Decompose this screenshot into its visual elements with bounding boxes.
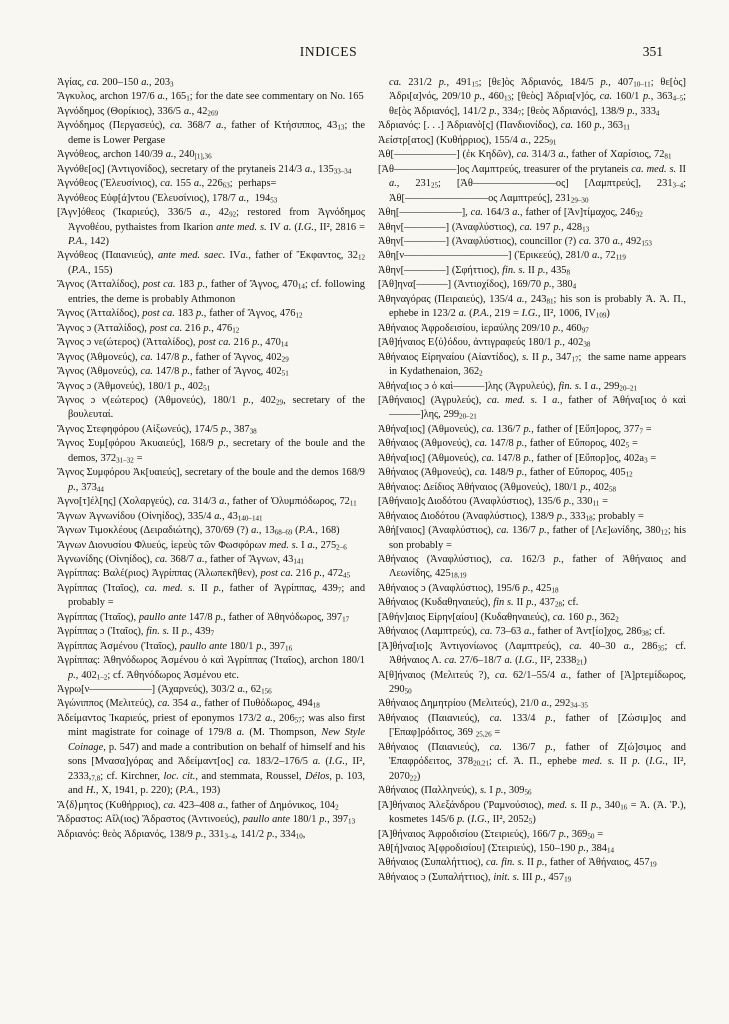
column-left (57, 76, 365, 994)
index-entry: Ἄγνος ɔ (Ἀτταλίδος), post ca. 216 p., $476_{12}$ (57, 322, 240, 335)
index-entry: Ἄγνος Στεφηφόρου (Αἰξωνεύς), 174/5 p., $387_{38}$ (57, 423, 257, 436)
index-entry: Ἀθην[————] (Ἀναφλύστιος), councillor (?) ca. 370 a., $492_{153}$ (378, 235, 652, 248)
index-entry: Ἀθήναιος Εἰρηναίου (Αἰαντίδος), s. II p., $347_{17}$; the same name appears in Kydathenaion, $362_2$ (378, 351, 686, 378)
index-entry: Ἀθήναιος (Ἀναφλύστιος), ca. 162/3 p., father of Ἀθήναιος and Λεωνίδης, $425_{18,19}$ (378, 553, 686, 580)
index-entry: Ἄγνος ɔ (Ἀθμονεύς), 180/1 p., $402_{51}$ (57, 380, 211, 393)
index-entry: Ἁγνόθε[ος] (Ἀντιγονίδος), secretary of the prytaneis 214/3 a., $135_{33-34}$ (57, 163, 352, 176)
index-entry: Ἄγνος ɔ νε(ώτερος) (Ἀτταλίδος), post ca. 216 p., $470_{14}$ (57, 337, 288, 349)
index-entry: Ἀθήναιος (Κυδαθηναιεύς), fin s. II p., $437_{28}$; cf. (378, 597, 579, 609)
index-entry: Ἀγρίππας (Ἰταῖος), ca. med. s. II p., father of Ἀγρίππας, $439_7$; and probably = (57, 582, 365, 609)
index-entry: Ἀθην[————] (Σφήττιος), fin. s. II p., $435_8$ (378, 264, 570, 277)
index-entry: Ἄδραστος: Αἴλ(ιος) Ἄδραστος (Ἀντινοεύς), paullo ante 180/1 p., $397_{13}$ (57, 814, 356, 826)
index-entry: Ἀγρίππας ɔ (Ἰταῖος), fin. s. II p., $439_7$ (57, 626, 215, 638)
index-entry: [Ἀ]θήναιος Ἀφροδισίου (Στειριεύς), 166/7 p., $369_{50}$ = (378, 828, 604, 841)
index-entry: [Ἀθήναιο]ς Διοδότου (Ἀναφλύστιος), 135/6 p., $330_{11}$ = (378, 496, 608, 508)
index-entry: Ἀθ[ή]ναιος Ἀ[φροδισίου] (Στειριεύς), 150–190 p., $384_{14}$ (378, 843, 615, 855)
index-entry: [Ἀθήναιος] (Ἀγρυλεύς), ca. med. s. I a., father of Ἀθήνα[ιος ὁ καὶ———]λης, $299_{20-21}$ (378, 394, 686, 421)
index-entry: Ἁγνόδημος (Θορίκιος), 336/5 a., $42_{269}$ (57, 105, 218, 118)
index-entry: Ἀθήναιος (Ἀθμονεύς), ca. 147/8 p., father of Εὔπορος, $402_5$ = (378, 438, 638, 450)
index-entry: Ἁγνόδημος (Περγασεύς), ca. 368/7 a., father of Κτήσιππος, $43_{13}$; the deme is Lower Pergase (57, 120, 365, 146)
index-columns (57, 76, 686, 994)
index-entry: Ἀθήναιος ɔ (Συπαλήττιος), init. s. III p., $457_{19}$ (378, 871, 572, 884)
column-right (378, 76, 686, 994)
index-entry: [Ἀθ——————]ος Λαμπτρεύς, treasurer of the prytaneis ca. med. s. II a., $231_{25}$; [Ἀθ————————ος] [Λαμπτρεύς], $231_{3-4}$; Ἀθ[————————ος Λαμπτρεύς], $231_{29-30}$ (378, 163, 686, 205)
index-entry: Ἄγνος Συμ[φόρου Ἀκυαιεύς], 168/9 p., secretary of the boule and the demos, $372_{31-32}$ = (57, 438, 365, 465)
index-entry: Ἄγνος (Ἀθμονεύς), ca. 147/8 p., father of Ἄγνος, $402_{29}$ (57, 351, 289, 364)
index-entry: [Ἀθ]ηνα[———] (Ἀντιοχίδος), 169/70 p., $380_4$ (378, 279, 577, 291)
index-entry: Ἀθήναιος (Ἀθμονεύς), ca. 148/9 p., father of Εὔπορος, $405_{12}$ (378, 467, 633, 479)
page-number: 351 (642, 44, 663, 59)
index-entry: Ἁγνωνίδης (Οἰνηίδος), ca. 368/7 a., father of Ἄγνων, $43_{141}$ (57, 553, 304, 566)
index-entry: Ἀθήναιος (Συπαλήττιος), ca. fin. s. II p., father of Ἀθήναιος, $457_{19}$ (378, 857, 657, 870)
index-entry: Ἀθηναγόρας (Πειραιεύς), 135/4 a., $243_{81}$; his son is probably Ἀ. Ἀ. Π., ephebe in 123/2 a. (P.A., 219 = I.G., II², 1006, $IV_{109}$) (378, 293, 686, 320)
index-entry: Ἀθήνα[ιος ɔ ὁ καὶ———]λης (Ἀγρυλεύς), fin. s. I a., $299_{20-21}$ (378, 380, 638, 393)
index-entry: Ἀθήναιος ɔ (Ἀναφλύστιος), 195/6 p., $425_{18}$ (378, 582, 559, 595)
running-head (57, 44, 686, 62)
index-entry: Ἀγρίππας: Βαλέ(ριος) Ἀγρίππας (Ἀλωπεκῆθεν), post ca. 216 p., $472_{45}$ (57, 568, 351, 580)
index-entry: [Ἀ]θήναιος Ἀλεξάνδρου (Ῥαμνούσιος), med. s. II p., $340_{16}$ = Ἀ. (Ἀ. Ῥ.), kosmetes 145/6 p. (I.G., II², $2052_5$) (378, 799, 686, 826)
index-entry: Ἀθην[————] (Ἀναφλύστιος), ca. 197 p., $428_{13}$ (378, 221, 590, 234)
index-entry: Ἀθήναιος (Παιανιεύς), ca. 136/7 p., father of Ζ[ώ]σιμος and Ἐπαφρόδειτος, $378_{20,21}$; cf. Ἀ. Π., ephebe med. s. II p. (I.G., II², $2070_{22}$) (378, 741, 686, 783)
index-entry: Ἁγνόθεος (Παιανιεύς), ante med. saec. IVa., father of Ἔκφαντος, $32_{12}$ (P.A., 155) (57, 250, 365, 276)
index-entry: Ἄ⟨δ⟩μητος (Κυθήρριος), ca. 423–408 a., father of Δημόνικος, $104_2$ (57, 799, 339, 812)
index-entry: Ἄγνος (Ἀτταλίδος), post ca. 183 p., father of Ἄγνος, $470_{14}$; cf. following entries, the deme is probably Athmonon (57, 279, 365, 305)
index-entry: Ἄγνος Συμφόρου Ἀκ[υαιεύς], secretary of the boule and the demos 168/9 p., $373_{44}$ (57, 467, 365, 494)
index-entry: Ἀθήναιος (Λαμπτρεύς), ca. 73–63 a., father of Ἀντ[ίο]χος, $286_{38}$; cf. (378, 626, 666, 638)
index-entry: ca. 231/2 p., $491_{15}$; [θε]ὸς Ἀδριανός, 184/5 p., $407_{10-11}$; θε[ὸς] Ἀδρι[α]νός, 209/10 p., $460_{13}$; [θεὸς] Ἀδρια[ν]ός, ca. 160/1 p., $363_{4-5}$; θε[ὸς Ἀδριανός], 141/2 p., $334_7$; [θεὸς Ἀδριανός], 138/9 p., $333_4$ (389, 77, 686, 118)
page-title: INDICES (299, 44, 358, 59)
index-entry: Ἀθήναιος Διοδότου (Ἀναφλύστιος), 138/9 p., $333_{18}$; probably = (378, 510, 644, 523)
index-entry: Ἀδριανός: θεὸς Ἀδριανός, 138/9 p., $331_{3-4}$, 141/2 p., $334_{10}$, (57, 828, 306, 841)
index-entry: Ἀγρίππας Ἀσμένου (Ἰταῖος), paullo ante 180/1 p., $397_{16}$ (57, 640, 293, 653)
index-entry: Ἁγνόθεος, archon 140/39 a., $240_{[1],36}$ (57, 149, 212, 161)
index-entry: Ἄγνος (Ἀτταλίδος), post ca. 183 p., father of Ἄγνος, $476_{12}$ (57, 308, 303, 320)
index-entry: Ἀθήναιος Ἀφροδεισίου, ἱεραύλης 209/10 p., $460_{97}$ (378, 322, 589, 335)
index-entry: Ἁγνόθεος Εὐφ[ά]ντου (Ἐλευσίνιος), 178/7 a., $194_{53}$ (57, 192, 278, 205)
index-entry: Ἀείστρ[ατος] (Κυθήρριος), 155/4 a., $225_{91}$ (378, 134, 557, 147)
index-entry: [Ἁγν]όθεος (Ἰκαριεύς), 336/5 a., $42_{92}$; restored from Ἁγνόδημος Ἁγνοθέου, pythaistes from Ikarion ante med. s. IV a. (I.G., II², 2816 = P.A., 142) (57, 207, 365, 247)
index-entry: Ἀθήναιος Δημητρίου (Μελιτεύς), 21/0 a., $292_{34-35}$ (378, 698, 588, 711)
index-entry: Ἀγώνιππος (Μελιτεύς), ca. 354 a., father of Πυθόδωρος, $494_{18}$ (57, 698, 320, 711)
index-entry: [Ἀ]θήνα[ιο]ς Ἀντιγονίωνος (Λαμπτρεύς), ca. 40–30 a., $286_{35}$; cf. Ἀθήναιος Λ. ca. 27/6–18/7 a. (I.G., II², $2338_{21}$) (378, 640, 686, 667)
index-entry: Ἀδριανός: [. . .] Ἀδριανὸ[ς] (Πανδιονίδος), ca. 160 p., $363_{11}$ (378, 120, 630, 132)
index-entry: Ἄγνος (Ἀθμονεύς), ca. 147/8 p., father of Ἄγνος, $402_{51}$ (57, 366, 289, 378)
index-entry: Ἀθήνα[ιος] (Ἀθμονεύς), ca. 136/7 p., father of [Εὔπ]ορος, $377_7$ = (378, 423, 652, 436)
index-entry: Ἀθ[——————] (ἐκ Κηδῶν), ca. 314/3 a., father of Χαρίσιος, $72_{81}$ (378, 149, 672, 161)
index-entry: Ἀθή[ναιος] (Ἀναφλύστιος), ca. 136/7 p., father of [Λε]ωνίδης, $380_{12}$; his son probably = (378, 525, 686, 551)
index-entry: Ἀθήναιος (Παιανιεύς), ca. 133/4 p., father of [Ζώσιμ]ος and [Ἐπαφ]ρόδιτος, 369 $_{25,26}$ = (378, 712, 686, 739)
index-entry: Ἄγνων Διονυσίου Φλυεύς, ἱερεὺς τῶν Φωσφόρων med. s. I a., $275_{2-6}$ (57, 539, 347, 552)
index-entry: Ἀθη[——————], ca. 164/3 a., father of [Ἀν]τίμαχος, $246_{32}$ (378, 207, 643, 219)
index-entry: Ἀθήναιος: Δείδιος Ἀθήναιος (Ἀθμονεύς), 180/1 p., $402_{58}$ (378, 481, 617, 494)
index-entry: Ἀγρω[ν——————] (Ἀχαρνεύς), 303/2 a., $62_{156}$ (57, 684, 272, 696)
index-entry: Ἄγνος ɔ ν(εώτερος) (Ἀθμονεύς), 180/1 p., $402_{29}$, secretary of the βουλευταί. (57, 394, 365, 421)
index-entry: Ἁγίας, ca. 200–150 a., $203_3$ (57, 77, 174, 89)
index-entry: Ἄγκυλος, archon 197/6 a., $165_1$; for the date see commentary on No. 165 (57, 91, 364, 103)
index-entry: [Ἀθ]ήναιος Ε⟨ὐ⟩όδου, ἀντιγραφεύς 180/1 p., $402_{38}$ (378, 337, 591, 349)
index-entry: Ἀθη[ν——————————] (Ἐρικεεύς), 281/0 a., $72_{119}$ (378, 250, 626, 262)
index-entry: Ἀδείμαντος Ἰκαριεύς, priest of eponymos 173/2 a., $206_{57}$; was also first mint magistrate for coinage of 179/8 a. (M. Thompson, New Style Coinage, p. 547) and made a contribution on behalf of himself and his sons [Μνασα]γόρας and Ἀδείμαντ[ος] ca. 183/2–176/5 a. (I.G., II², $2333,_{7,8}$; cf. Kirchner, loc. cit., and stemmata, Roussel, Délos, p. 103, and H., X, 1941, p. 220); (P.A., 193) (57, 712, 365, 797)
index-entry: Ἄγνων Ἁγνωνίδου (Οἰνηίδος), 335/4 a., $43_{140-141}$ (57, 510, 263, 523)
index-entry: Ἄγνων Τιμοκλέους (Δειραδιώτης), 370/69 (?) a., $13_{68-69}$ (P.A., 168) (57, 525, 340, 537)
index-entry: Ἀθήναιος (Παλληνεύς), s. I p., $309_{56}$ (378, 785, 532, 797)
index-entry: Ἀγρίππας (Ἰταῖος), paullo ante 147/8 p., father of Ἀθηνόδωρος, $397_{17}$ (57, 611, 350, 624)
index-entry: Ἁγνόθεος (Ἐλευσίνιος), ca. 155 a., $226_{63}$; perhaps= (57, 178, 277, 190)
index-entry: [Ἀθήν]αιος Εἰρην[αίου] (Κυδαθηναιεύς), ca. 160 p., $362_2$ (378, 611, 619, 624)
index-entry: Ἁγνο[τ]έλ[ης] (Χολαργεύς), ca. 314/3 a., father of Ὀλυμπιόδωρος, $72_{11}$ (57, 496, 357, 508)
index-entry: Ἀ[θ]ήναιος (Μελιτεύς ?), ca. 62/1–55/4 a., father of [Ἀ]ρτεμίδωρος, $290_{50}$ (378, 669, 686, 696)
index-entry: Ἀγρίππας: Ἀθηνόδωρος Ἀσμένου ὁ καὶ Ἀγρίππας (Ἰταῖος), archon 180/1 p., $402_{1-2}$; cf. Ἀθηνόδωρος Ἀσμένου etc. (57, 655, 365, 682)
index-entry: Ἀθήνα[ιος] (Ἀθμονεύς), ca. 147/8 p., father of [Εὔπορ]ος, $402a_3$ = (378, 452, 657, 465)
